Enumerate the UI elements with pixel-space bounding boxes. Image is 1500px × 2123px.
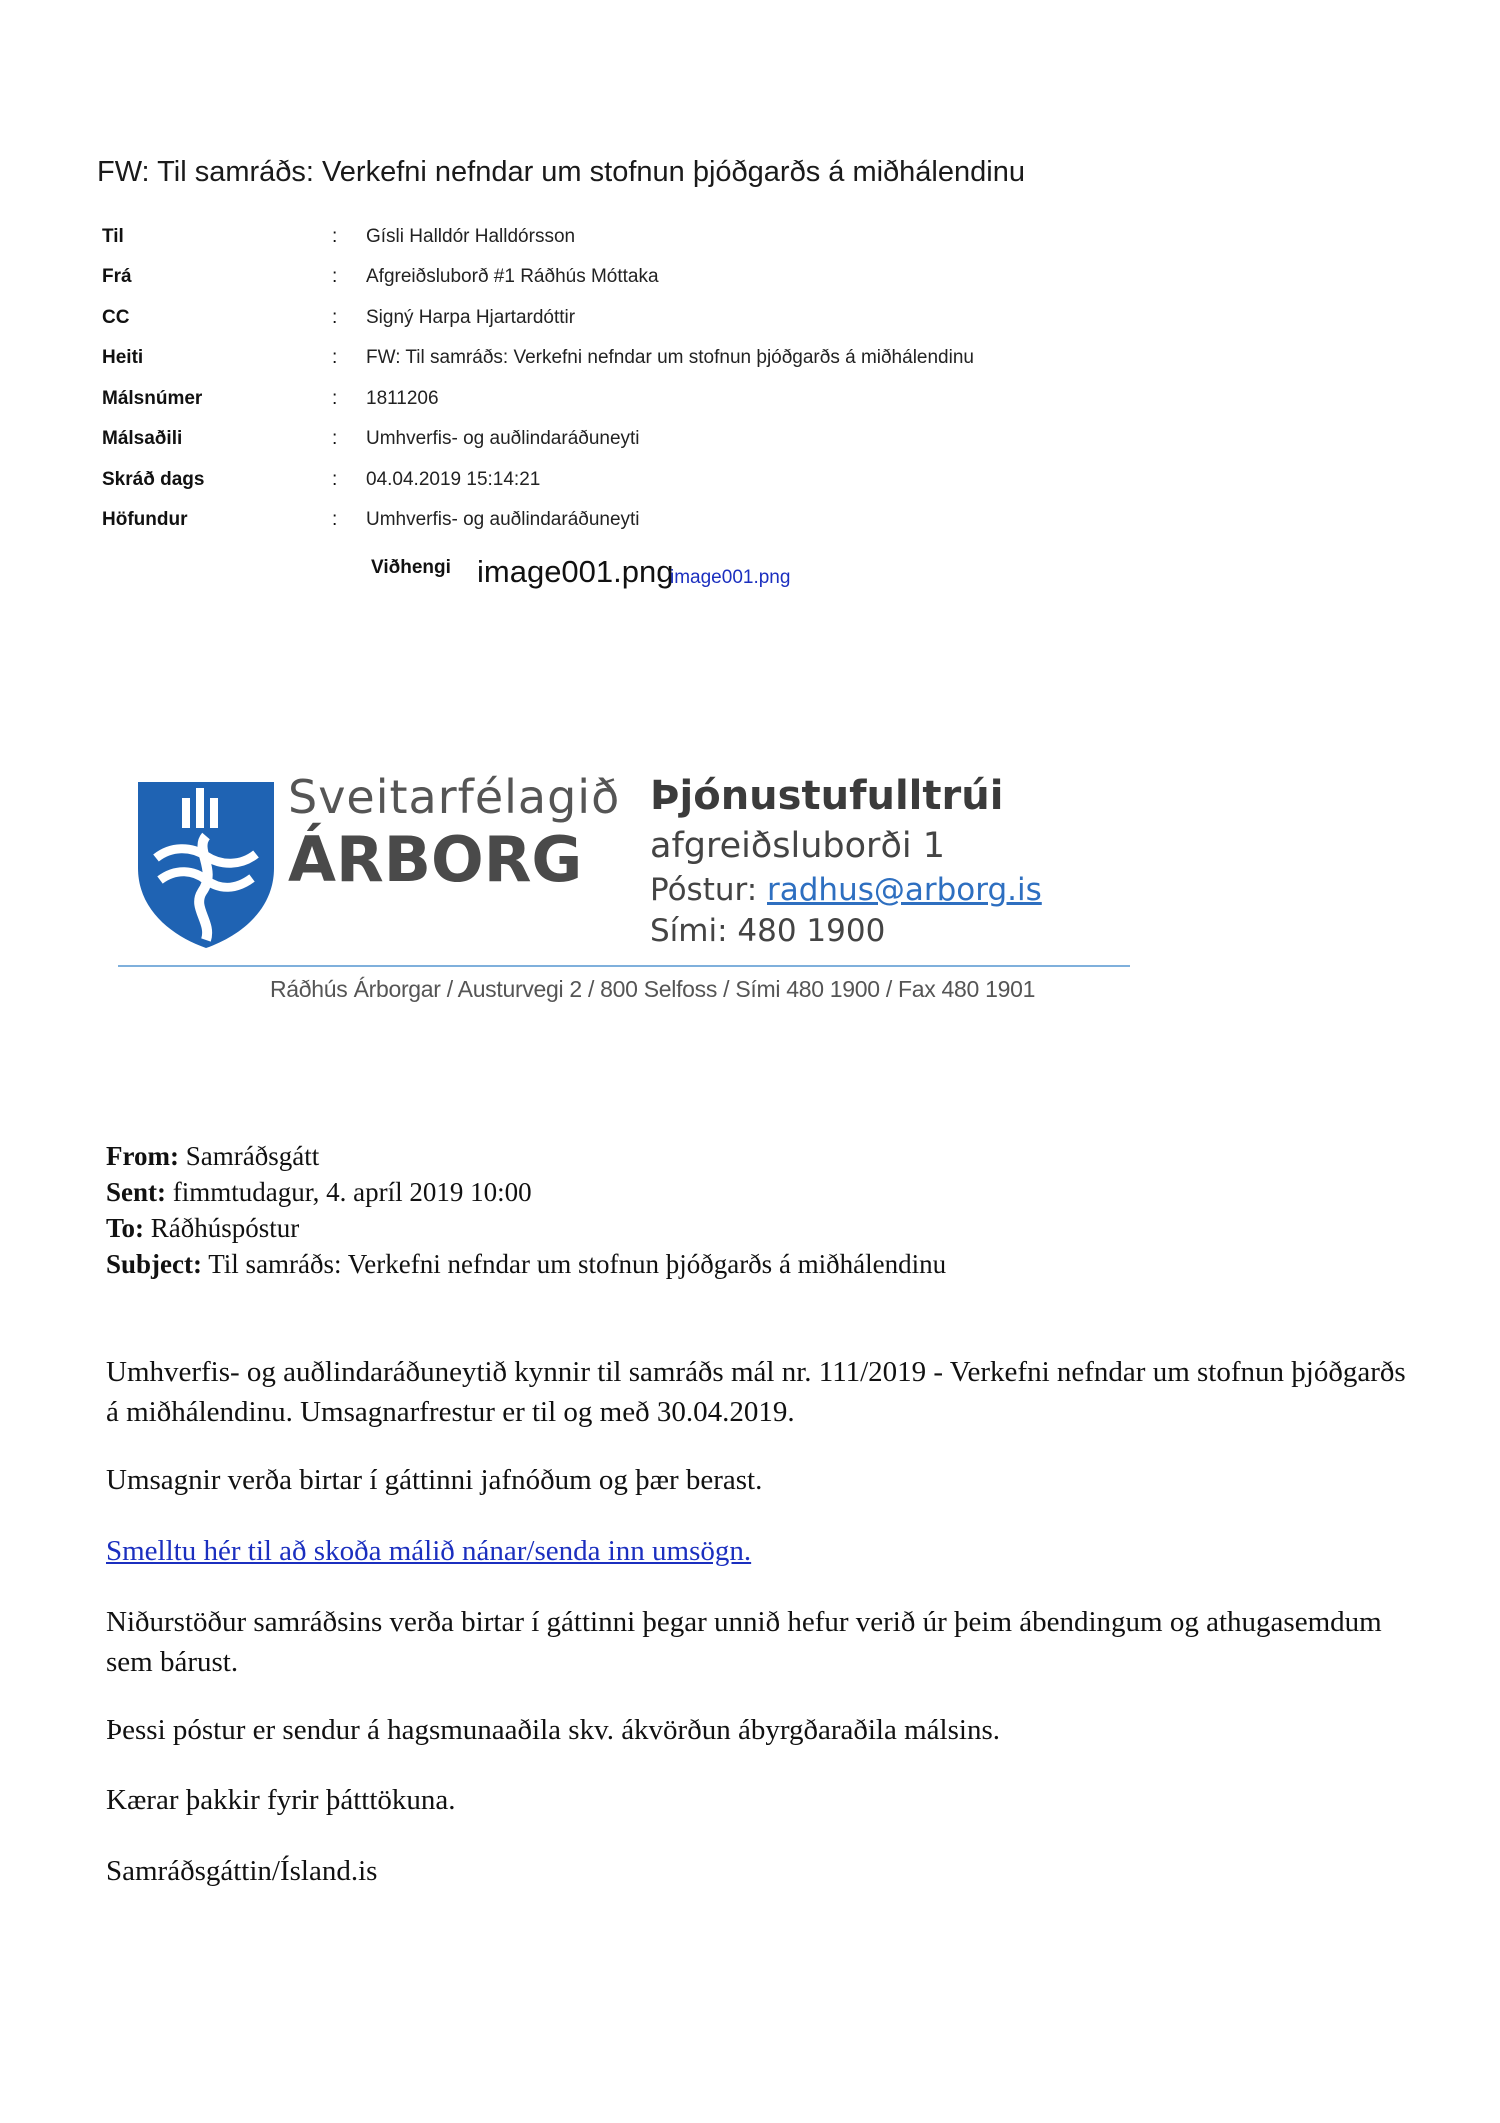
forwarded-subject <box>106 1249 946 1280</box>
body-paragraph-3: Niðurstöður samráðsins verða birtar í gáttinni þegar unnið hefur verið úr þeim ábendingum og athugasemdum sem bárust. <box>106 1606 1382 1678</box>
forwarded-sent <box>106 1177 532 1208</box>
meta-value: 04.04.2019 15:14:21 <box>366 469 541 490</box>
arborg-shield-logo <box>136 780 276 950</box>
signature-phone: Sími: 480 1900 <box>650 913 886 949</box>
meta-colon: : <box>332 347 338 368</box>
to-value: Ráðhúspóstur <box>150 1213 300 1243</box>
meta-value: 1811206 <box>366 388 439 409</box>
meta-colon: : <box>332 428 338 449</box>
meta-label: CC <box>102 307 130 328</box>
signature-role-title: Þjónustufulltrúi <box>650 773 1004 819</box>
body-link-paragraph <box>106 1531 1406 1571</box>
signature-divider <box>118 965 1130 967</box>
org-name-line2: ÁRBORG <box>288 823 583 896</box>
forwarded-from <box>106 1141 319 1172</box>
body-paragraph-5: Kærar þakkir fyrir þátttökuna. <box>106 1784 456 1816</box>
subject-value: Til samráðs: Verkefni nefndar um stofnun þjóðgarðs á miðhálendinu <box>208 1249 947 1279</box>
meta-value: FW: Til samráðs: Verkefni nefndar um stofnun þjóðgarðs á miðhálendinu <box>366 347 974 368</box>
meta-colon: : <box>332 266 338 287</box>
body-paragraph-4: Þessi póstur er sendur á hagsmunaaðila skv. ákvörðun ábyrgðaraðila málsins. <box>106 1714 1000 1746</box>
meta-value: Signý Harpa Hjartardóttir <box>366 307 576 328</box>
consultation-link[interactable]: Smelltu hér til að skoða málið nánar/senda inn umsögn. <box>106 1535 752 1567</box>
sent-value: fimmtudagur, 4. apríl 2019 10:00 <box>172 1177 532 1207</box>
meta-label: Málsnúmer <box>102 388 203 409</box>
signature-address: Ráðhús Árborgar / Austurvegi 2 / 800 Selfoss / Sími 480 1900 / Fax 480 1901 <box>270 976 1036 1002</box>
signature-email-label: Póstur: <box>650 872 758 908</box>
meta-value: Gísli Halldór Halldórsson <box>366 226 576 247</box>
meta-label: Frá <box>102 266 132 287</box>
meta-label: Málsaðili <box>102 428 183 449</box>
signature-email-line <box>650 872 1042 908</box>
to-label: To: <box>106 1213 145 1243</box>
meta-value: Afgreiðsluborð #1 Ráðhús Móttaka <box>366 266 659 287</box>
meta-label: Heiti <box>102 347 144 368</box>
meta-label: Til <box>102 226 124 247</box>
meta-colon: : <box>332 388 338 409</box>
forwarded-to <box>106 1213 299 1244</box>
meta-colon: : <box>332 469 338 490</box>
body-paragraph-6: Samráðsgáttin/Ísland.is <box>106 1855 378 1887</box>
meta-colon: : <box>332 509 338 530</box>
sent-label: Sent: <box>106 1177 166 1207</box>
attachment-filename: image001.png <box>477 554 674 589</box>
meta-value: Umhverfis- og auðlindaráðuneyti <box>366 509 640 530</box>
meta-colon: : <box>332 226 338 247</box>
body-paragraph-2: Umsagnir verða birtar í gáttinni jafnóðum og þær berast. <box>106 1464 763 1496</box>
attachment-link[interactable]: image001.png <box>670 567 791 588</box>
subject-label: Subject: <box>106 1249 202 1279</box>
signature-role-desk: afgreiðsluborði 1 <box>650 826 945 866</box>
from-label: From: <box>106 1141 179 1171</box>
body-paragraph-1: Umhverfis- og auðlindaráðuneytið kynnir til samráðs mál nr. 111/2019 - Verkefni nefndar um stofnun þjóðgarðs á miðhálendinu. Umsagnarfrestur er til og með 30.04.2019. <box>106 1356 1406 1428</box>
meta-colon: : <box>332 307 338 328</box>
from-value: Samráðsgátt <box>185 1141 320 1171</box>
document-title: FW: Til samráðs: Verkefni nefndar um stofnun þjóðgarðs á miðhálendinu <box>97 156 1025 188</box>
signature-email-link[interactable]: radhus@arborg.is <box>767 872 1042 908</box>
meta-label: Skráð dags <box>102 469 205 490</box>
meta-label: Höfundur <box>102 509 188 530</box>
org-name-line1: Sveitarfélagið <box>288 770 621 824</box>
attachment-label: Viðhengi <box>371 557 451 578</box>
meta-value: Umhverfis- og auðlindaráðuneyti <box>366 428 640 449</box>
